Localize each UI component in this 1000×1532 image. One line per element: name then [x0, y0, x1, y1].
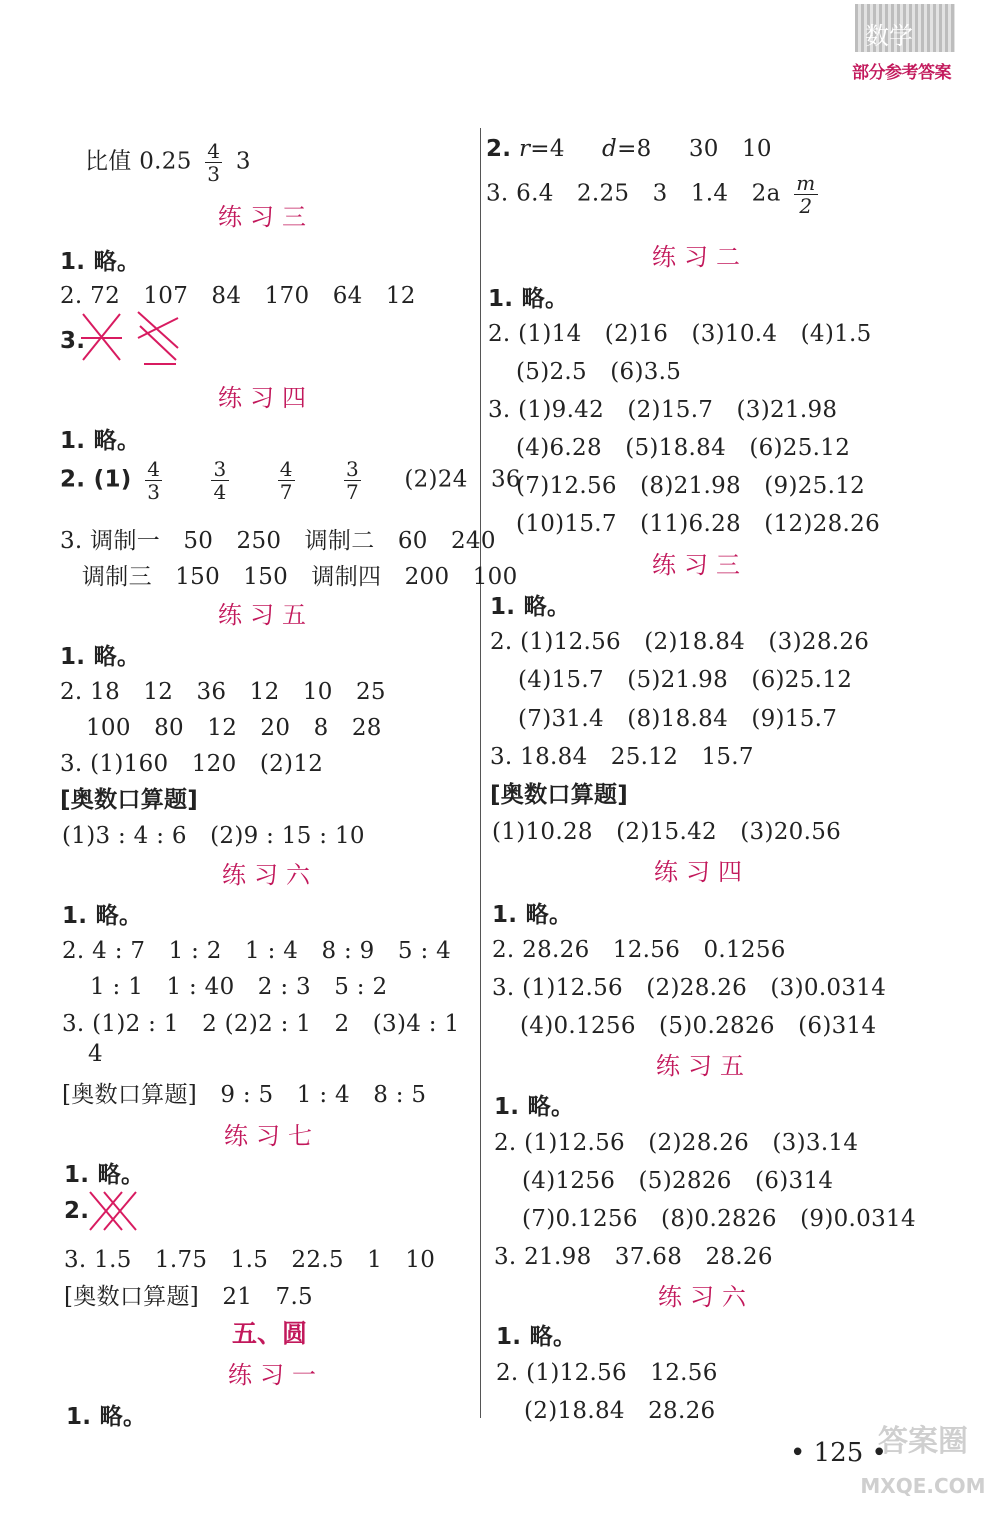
ratio-prefix: 比值 0.25 — [85, 148, 192, 175]
answer-line: (1)3 : 4 : 6 (2)9 : 15 : 10 — [62, 823, 365, 849]
answer-line: (1)10.28 (2)15.42 (3)20.56 — [492, 819, 842, 845]
answer-line: 1. 略。 — [488, 286, 569, 312]
answer-line: 1 : 1 1 : 40 2 : 3 5 : 2 — [90, 974, 388, 1000]
heading-ex4-right: 练习四 — [654, 858, 750, 886]
answer-line: 2. (1)12.56 12.56 — [496, 1360, 718, 1386]
answer-line: (2)18.84 28.26 — [524, 1398, 716, 1424]
heading-ex6-left: 练习六 — [222, 861, 318, 889]
ratio-line — [85, 140, 251, 185]
answer-line: (10)15.7 (11)6.28 (12)28.26 — [516, 511, 881, 537]
subject-badge — [855, 4, 955, 52]
answer-line: 3. (1)160 120 (2)12 — [60, 751, 324, 777]
answer-line: 3. 18.84 25.12 15.7 — [490, 744, 754, 770]
olympiad-line: [奥数口算题] 9 : 5 1 : 4 8 : 5 — [62, 1082, 427, 1108]
matching-lines-drawing — [78, 308, 188, 370]
answer-line: (7)31.4 (8)18.84 (9)15.7 — [518, 706, 838, 732]
answer-line: 1. 略。 — [64, 1162, 145, 1188]
answer-line: 3. — [60, 328, 86, 354]
answer-line: 1. 略。 — [60, 249, 141, 275]
answer-line: 3. 6.4 2.25 3 1.4 2a $\frac{m}{2}$ — [486, 171, 816, 218]
column-divider — [480, 128, 481, 1418]
heading-ex5-right: 练习五 — [656, 1052, 752, 1080]
heading-ex3-right: 练习三 — [652, 551, 748, 579]
heading-ex5-left: 练习五 — [218, 601, 314, 629]
answer-line: 100 80 12 20 8 28 — [86, 715, 382, 741]
answer-line: 3. (1)9.42 (2)15.7 (3)21.98 — [488, 397, 838, 423]
answer-line: 3. 1.5 1.75 1.5 22.5 1 10 — [64, 1247, 436, 1273]
heading-c-ex1-left: 练习一 — [228, 1361, 324, 1389]
answer-line: 2. r=4 d=8 30 10 — [486, 136, 772, 162]
answer-line: 1. 略。 — [60, 428, 141, 454]
answer-line: 3. (1)2 : 1 2 (2)2 : 1 2 (3)4 : 1 — [62, 1011, 460, 1037]
header-subtitle: 部分参考答案 — [852, 63, 951, 83]
page-number: • 125 • — [790, 1438, 887, 1468]
olympiad-line: [奥数口算题] 21 7.5 — [64, 1284, 313, 1310]
answer-line: 1. 略。 — [496, 1324, 577, 1350]
answer-line: (4)15.7 (5)21.98 (6)25.12 — [518, 667, 853, 693]
answer-line: 2. 4 : 7 1 : 2 1 : 4 8 : 9 5 : 4 — [62, 938, 452, 964]
answer-line: 2. — [64, 1198, 90, 1224]
answer-line: 2. (1) $\frac{4}{3}$ $\frac{3}{4}$ $\frac{4}{7}$ $\frac{3}{7}$ (2)24 36 — [60, 457, 521, 504]
heading-ex2-right: 练习二 — [652, 243, 748, 271]
heading-ex3-left: 练习三 — [218, 203, 314, 231]
answer-line: 2. 18 12 36 12 10 25 — [60, 679, 386, 705]
answer-line: (4)0.1256 (5)0.2826 (6)314 — [520, 1013, 877, 1039]
answer-line: 1. 略。 — [60, 644, 141, 670]
matching-lines-drawing — [86, 1188, 142, 1234]
heading-ex7-left: 练习七 — [224, 1122, 320, 1150]
answer-line: 3. (1)12.56 (2)28.26 (3)0.0314 — [492, 975, 887, 1001]
answer-line: (7)0.1256 (8)0.2826 (9)0.0314 — [522, 1206, 916, 1232]
answer-line: 4 — [88, 1041, 103, 1067]
fraction: $\frac{4}{3}$ — [207, 139, 221, 186]
answer-line: (5)2.5 (6)3.5 — [516, 359, 682, 385]
answer-line: 3. 21.98 37.68 28.26 — [494, 1244, 773, 1270]
answer-line: 2. (1)12.56 (2)18.84 (3)28.26 — [490, 629, 870, 655]
answer-line: 1. 略。 — [494, 1094, 575, 1120]
answer-line: 1. 略。 — [66, 1404, 147, 1430]
answer-line: (4)1256 (5)2826 (6)314 — [522, 1168, 834, 1194]
heading-ex6-right: 练习六 — [658, 1283, 754, 1311]
answer-line: 2. 28.26 12.56 0.1256 — [492, 937, 786, 963]
answer-line: (7)12.56 (8)21.98 (9)25.12 — [516, 473, 866, 499]
answer-line: 3. 调制一 50 250 调制二 60 240 — [60, 528, 496, 554]
answer-line: 2. 72 107 84 170 64 12 — [60, 283, 416, 309]
answer-line: 1. 略。 — [62, 903, 143, 929]
olympiad-label: [奥数口算题] — [490, 782, 629, 808]
answer-line: 1. 略。 — [492, 902, 573, 928]
answer-line: 1. 略。 — [490, 594, 571, 620]
answer-line: (4)6.28 (5)18.84 (6)25.12 — [516, 435, 851, 461]
answer-line: 调制三 150 150 调制四 200 100 — [82, 564, 518, 590]
olympiad-label: [奥数口算题] — [60, 787, 199, 813]
answer-line: 2. (1)14 (2)16 (3)10.4 (4)1.5 — [488, 321, 872, 347]
heading-ex4-left: 练习四 — [218, 384, 314, 412]
chapter-title: 五、圆 — [232, 1319, 308, 1348]
ratio-tail: 3 — [235, 148, 251, 175]
subject-badge-label: 数学 — [865, 22, 913, 50]
answer-line: 2. (1)12.56 (2)28.26 (3)3.14 — [494, 1130, 859, 1156]
watermark: 答案圈 MXQE.COM — [860, 1424, 986, 1498]
